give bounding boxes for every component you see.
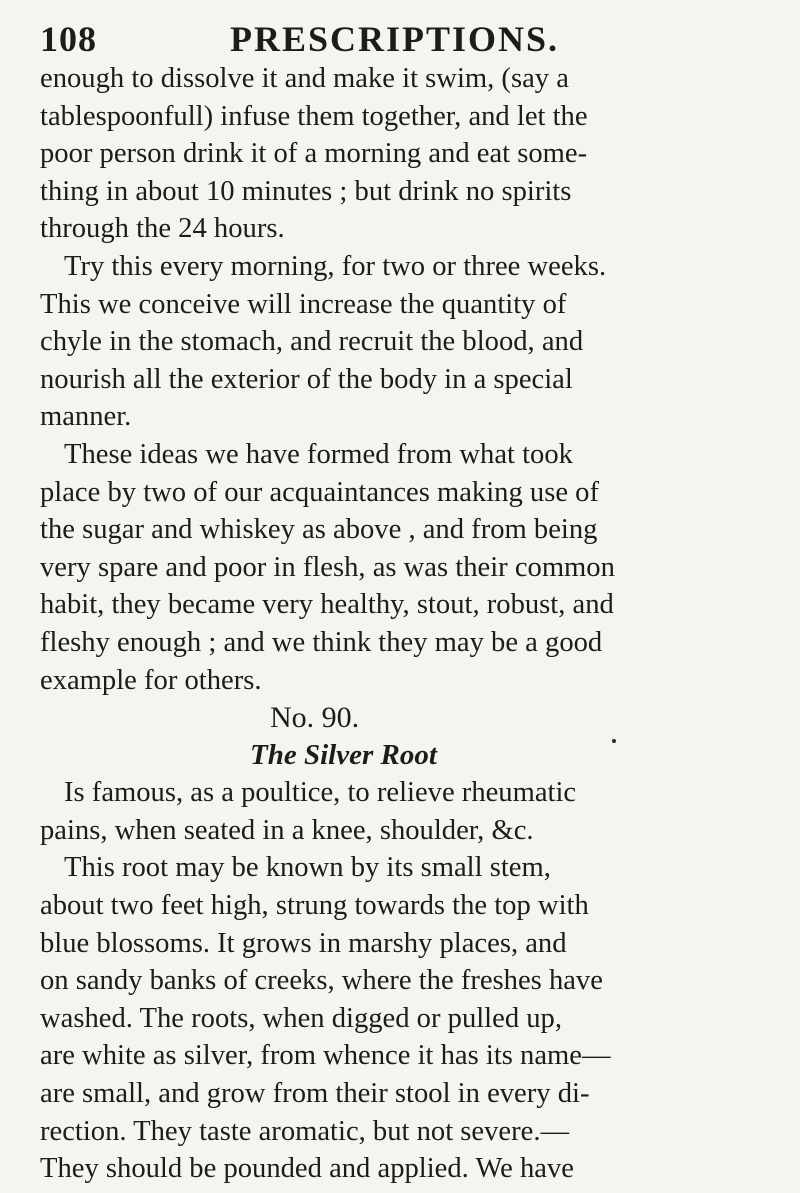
text-line: Try this every morning, for two or three weeks. bbox=[64, 250, 607, 282]
text-line: fleshy enough ; and we think they may be a good bbox=[40, 626, 603, 658]
text-line: They should be pounded and applied. We have bbox=[40, 1153, 574, 1185]
text-line: habit, they became very healthy, stout, robust, and bbox=[40, 589, 614, 621]
text-line: This root may be known by its small stem, bbox=[64, 852, 551, 884]
text-line: nourish all the exterior of the body in a special bbox=[40, 363, 573, 395]
text-line: about two feet high, strung towards the top with bbox=[40, 890, 589, 922]
body-text bbox=[40, 60, 772, 1188]
text-line: example for others. bbox=[40, 664, 262, 696]
running-head: PRESCRIPTIONS. bbox=[230, 19, 560, 59]
text-line: through the 24 hours. bbox=[40, 213, 285, 245]
text-line: are white as silver, from whence it has its name— bbox=[40, 1040, 611, 1072]
text-line: on sandy banks of creeks, where the freshes have bbox=[40, 965, 603, 997]
text-line: poor person drink it of a morning and eat some- bbox=[40, 138, 588, 170]
text-line: enough to dissolve it and make it swim, (say a bbox=[40, 63, 569, 94]
text-line: pains, when seated in a knee, shoulder, &c. bbox=[40, 814, 534, 846]
text-line: washed. The roots, when digged or pulled up, bbox=[40, 1002, 563, 1034]
text-line: manner. bbox=[40, 401, 132, 433]
page-number: 108 bbox=[40, 19, 97, 59]
text-line: are small, and grow from their stool in every di- bbox=[40, 1078, 590, 1110]
text-line: These ideas we have formed from what took bbox=[64, 438, 573, 470]
recipe-title bbox=[40, 737, 772, 775]
text-line: thing in about 10 minutes ; but drink no spirits bbox=[40, 175, 572, 207]
text-line: chyle in the stomach, and recruit the blood, and bbox=[40, 326, 584, 358]
text-line: rection. They taste aromatic, but not severe.— bbox=[40, 1115, 570, 1147]
text-line: blue blossoms. It grows in marshy places, and bbox=[40, 927, 567, 959]
print-speck bbox=[612, 739, 616, 743]
page-header bbox=[40, 18, 760, 66]
text-line: place by two of our acquaintances making use of bbox=[40, 476, 599, 508]
recipe-number: No. 90. bbox=[270, 701, 360, 735]
text-line: the sugar and whiskey as above , and from being bbox=[40, 514, 598, 546]
text-line: very spare and poor in flesh, as was their common bbox=[40, 551, 615, 583]
recipe-title-text: The Silver Root bbox=[250, 738, 437, 771]
text-line: tablespoonfull) infuse them together, and let the bbox=[40, 100, 588, 132]
text-line: Is famous, as a poultice, to relieve rheumatic bbox=[64, 777, 577, 809]
text-line: This we conceive will increase the quantity of bbox=[40, 288, 567, 320]
